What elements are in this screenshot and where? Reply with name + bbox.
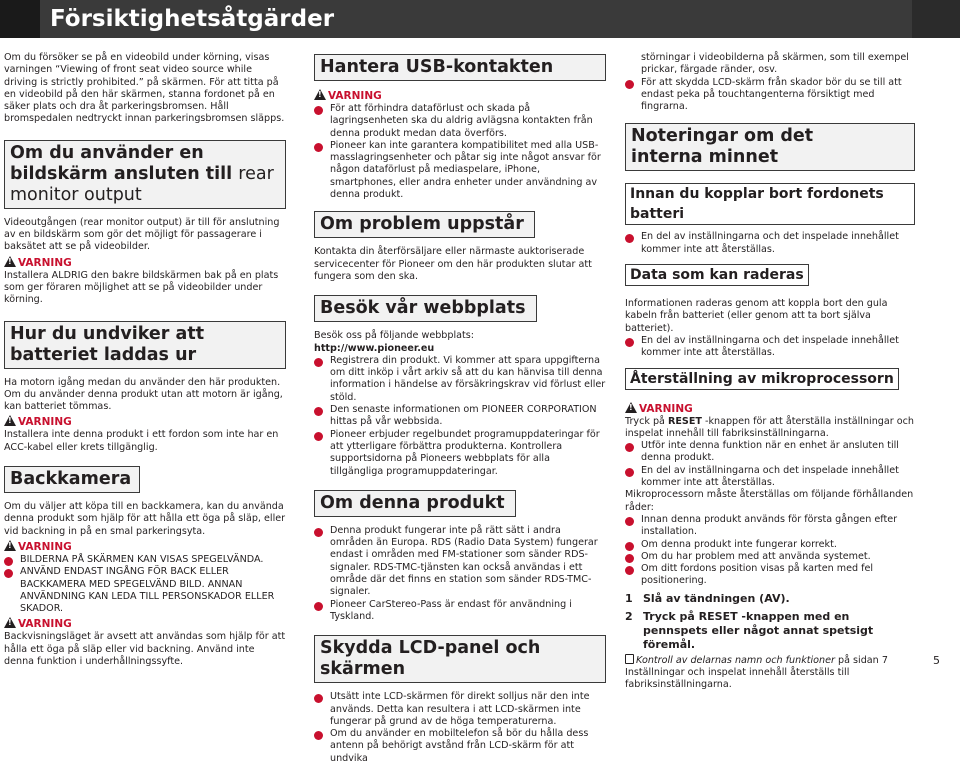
list-item: Innan denna produkt används för första gången efter installation. (625, 514, 915, 539)
list-item: Om du använder en mobiltelefon så bör du hålla dess antenn på behörigt avstånd från LCD-skärm för att undvika (314, 728, 606, 765)
heading-part-code: rear monitor output (10, 163, 274, 205)
warning-word: VARNING (18, 618, 72, 631)
reset-conditions-text: Mikroprocessorn måste återställas om följande förhållanden råder: (625, 489, 914, 513)
warning-word: VARNING (18, 540, 72, 553)
rear-monitor-heading-box (4, 140, 286, 209)
step-number: 1 (625, 591, 633, 605)
list-item: ANVÄND ENDAST INGÅNG FÖR BACK ELLER BACKKAMERA MED SPEGELVÄND BILD. ANNAN ANVÄNDNING KAN LEDA TILL PERSONSKADOR ELLER SKADOR. (4, 566, 286, 615)
text-part: -knappen för att återställa inställningar och inspelat innehåll till fabriksinställningarna. (625, 415, 914, 439)
lcd-heading-box (314, 635, 606, 683)
product-heading-box (314, 490, 516, 517)
warning-icon (4, 256, 16, 267)
step-text: Slå av tändningen (AV). (643, 591, 790, 605)
battery-text: Ha motorn igång medan du använder den här produkten. Om du använder denna produkt utan att motorn är igång, kan batteriet tömmas. (4, 376, 283, 413)
website-text: Besök oss på följande webbplats: (314, 330, 475, 342)
page-number: 5 (933, 654, 940, 667)
subheading-text: Innan du kopplar bort fordonets batteri (630, 186, 884, 223)
warning-word: VARNING (18, 416, 72, 429)
list-item: Registrera din produkt. Vi kommer att spara uppgifterna om ditt inköp i vårt arkiv så att du kan hänvisa till denna information i händelse av försäkringskrav vid förlust eller stöld. (314, 355, 606, 404)
subheading-text: Data som kan raderas (630, 267, 804, 284)
lcd-continued-text: störningar i videobilderna på skärmen, som till exempel prickar, färgade ränder, osv. (641, 52, 909, 76)
website-heading-box (314, 295, 537, 322)
column-1 (4, 52, 286, 668)
battery-heading: Hur du undviker att batteriet laddas ur (10, 323, 205, 365)
list-item: Denna produkt fungerar inte på rätt sätt i andra områden än Europa. RDS (Radio Data System) fungerar endast i områden med FM-stationer som sänder RDS-signaler. RDS-TMC-tjänsten kan också användas i ett område där det finns en station som sänder RDS-TMC-signaler. (314, 525, 606, 599)
step-number: 2 (625, 609, 633, 623)
website-heading: Besök vår webbplats (320, 298, 526, 319)
warning-label (4, 256, 286, 270)
list-item: För att skydda LCD-skärm från skador bör du se till att endast peka på touchtangenterna försiktigt med fingrarna. (625, 77, 915, 114)
text-part-bold: RESET (667, 415, 702, 427)
backcamera-text: Om du väljer att köpa till en backkamera, kan du använda denna produkt som hjälp för att hålla ett öga på släp, eller vid backning in på en smal parkeringsyta. (4, 501, 286, 537)
warning-word: VARNING (18, 256, 72, 269)
problem-heading-box (314, 211, 535, 238)
reset-conditions-list (625, 514, 915, 588)
battery-disconnect-list (625, 231, 915, 256)
website-list (314, 355, 606, 478)
usb-heading: Hantera USB-kontakten (320, 57, 554, 77)
rear-monitor-warning-text: Installera ALDRIG den bakre bildskärmen bak på en plats som ger föraren möjlighet att se på videobilder under körning. (4, 269, 279, 306)
internal-heading: Noteringar om det interna minnet (631, 126, 814, 168)
list-item: En del av inställningarna och det inspelade innehållet kommer inte att återställas. (625, 465, 915, 490)
warning-icon (4, 415, 16, 426)
list-item: Om du har problem med att använda systemet. (625, 551, 915, 563)
list-item: Den senaste informationen om PIONEER CORPORATION hittas på vår webbsida. (314, 404, 606, 429)
subheading-text: Återställning av mikroprocessorn (630, 370, 894, 387)
note-link[interactable]: Kontroll av delarnas namn och funktioner (636, 654, 835, 666)
warning-label (625, 402, 915, 416)
list-item: Om ditt fordons position visas på karten med fel positionering. (625, 563, 915, 588)
warning-icon (314, 89, 326, 100)
backcamera-warning-list (4, 554, 286, 615)
product-heading: Om denna produkt (320, 492, 505, 513)
step-1 (625, 592, 915, 606)
backcamera-heading-box (4, 466, 140, 493)
warning-label (4, 415, 286, 429)
usb-list (314, 103, 606, 201)
list-item: Om denna produkt inte fungerar korrekt. (625, 539, 915, 551)
text-part: Tryck på (625, 415, 668, 427)
battery-heading-box (4, 321, 286, 369)
product-list (314, 525, 606, 623)
website-url[interactable]: http://www.pioneer.eu (314, 342, 435, 354)
list-item: Pioneer CarStereo-Pass är endast för användning i Tyskland. (314, 599, 606, 624)
problem-heading: Om problem uppstår (320, 214, 524, 235)
usb-heading-box (314, 54, 606, 81)
reset-warning-list (625, 440, 915, 489)
warning-label (4, 540, 286, 554)
final-text: Inställningar och inspelat innehåll återställs till fabriksinställningarna. (625, 667, 850, 691)
list-item: Pioneer erbjuder regelbundet programuppdateringar för att ytterligare förbättra produkterna. Kontrollera supportsidorna på Pioneers webbplats för alla tillgängliga programuppdateringar. (314, 429, 606, 478)
list-item: Utsätt inte LCD-skärmen för direkt solljus när den inte används. Detta kan resultera i att LCD-skärmen inte fungerar på grund av de höga temperaturerna. (314, 691, 606, 728)
banner-accent (0, 0, 40, 38)
warning-word: VARNING (328, 90, 382, 102)
backcamera-warning-text: Backvisningsläget är avsett att användas som hjälp för att hålla ett öga på släp eller vid backning. Använd inte denna funktion i underhållningssyfte. (4, 631, 286, 668)
battery-disconnect-heading (625, 183, 915, 225)
internal-heading-box (625, 123, 915, 171)
lcd-list-continued (625, 77, 915, 114)
note-reference (625, 654, 915, 667)
column-3 (625, 52, 915, 692)
step-text: Tryck på RESET -knappen med en pennspets eller något annat spetsigt föremål. (643, 609, 874, 651)
list-item: En del av inställningarna och det inspelade innehållet kommer inte att återställas. (625, 335, 915, 360)
heading-part: Om du använder en bildskärm ansluten till (10, 142, 239, 184)
note-icon (625, 654, 634, 664)
warning-icon (625, 402, 637, 413)
rear-monitor-heading (10, 143, 280, 206)
header-banner (0, 0, 960, 38)
reset-heading (625, 368, 899, 390)
problem-text: Kontakta din återförsäljare eller närmaste auktoriserade servicecenter för Pioneer om den här produkten slutar att fungera som den ska. (314, 246, 592, 282)
warning-label (4, 617, 286, 631)
step-2 (625, 610, 915, 652)
list-item: Utför inte denna funktion när en enhet är ansluten till denna produkt. (625, 440, 915, 465)
warning-word: VARNING (639, 402, 693, 415)
backcamera-heading: Backkamera (10, 469, 132, 490)
warning-icon (4, 540, 16, 551)
lcd-heading: Skydda LCD-panel och skärmen (320, 638, 541, 680)
battery-warning-text: Installera inte denna produkt i ett fordon som inte har en ACC-kabel eller krets tillgänglig. (4, 429, 279, 453)
warning-label (314, 89, 606, 103)
page-title: Försiktighetsåtgärder (50, 6, 335, 32)
column-2 (314, 52, 606, 765)
list-item: BILDERNA PÅ SKÄRMEN KAN VISAS SPEGELVÄNDA. (4, 554, 286, 566)
lcd-list (314, 691, 606, 765)
warning-icon (4, 617, 16, 628)
erasable-data-text: Informationen raderas genom att koppla bort den gula kabeln från batteriet (eller genom att ta bort själva batteriet). (625, 298, 888, 334)
list-item: Pioneer kan inte garantera kompatibilitet med alla USB-masslagringsenheter och påtar sig inte något ansvar för någon dataförlust på mediaspelare, iPhone, smartphones, eller andra enheter under användning av denna produkt. (314, 140, 606, 201)
rear-monitor-text: Videoutgången (rear monitor output) är till för anslutning av en bildskärm som gör det möjligt för passagerare i baksätet att se på videobilder. (4, 216, 280, 253)
intro-text: Om du försöker se på en videobild under körning, visas varningen “Viewing of front seat video source while driving is strictly prohibited.” på skärmen. För att titta på en videobild på den här skärmen, stanna fordonet på en säker plats och dra åt parkeringsbromsen. Håll bromspedalen nedtryckt innan parkeringsbromsen släpps. (4, 52, 285, 125)
erasable-data-heading (625, 264, 809, 286)
list-item: En del av inställningarna och det inspelade innehållet kommer inte att återställas. (625, 231, 915, 256)
note-page: på sidan 7 (834, 654, 888, 666)
list-item: För att förhindra dataförlust och skada på lagringsenheten ska du aldrig avlägsna kontakten från denna produkt medan data överförs. (314, 103, 606, 140)
erasable-data-list (625, 335, 915, 360)
reset-warning-text (625, 416, 915, 441)
